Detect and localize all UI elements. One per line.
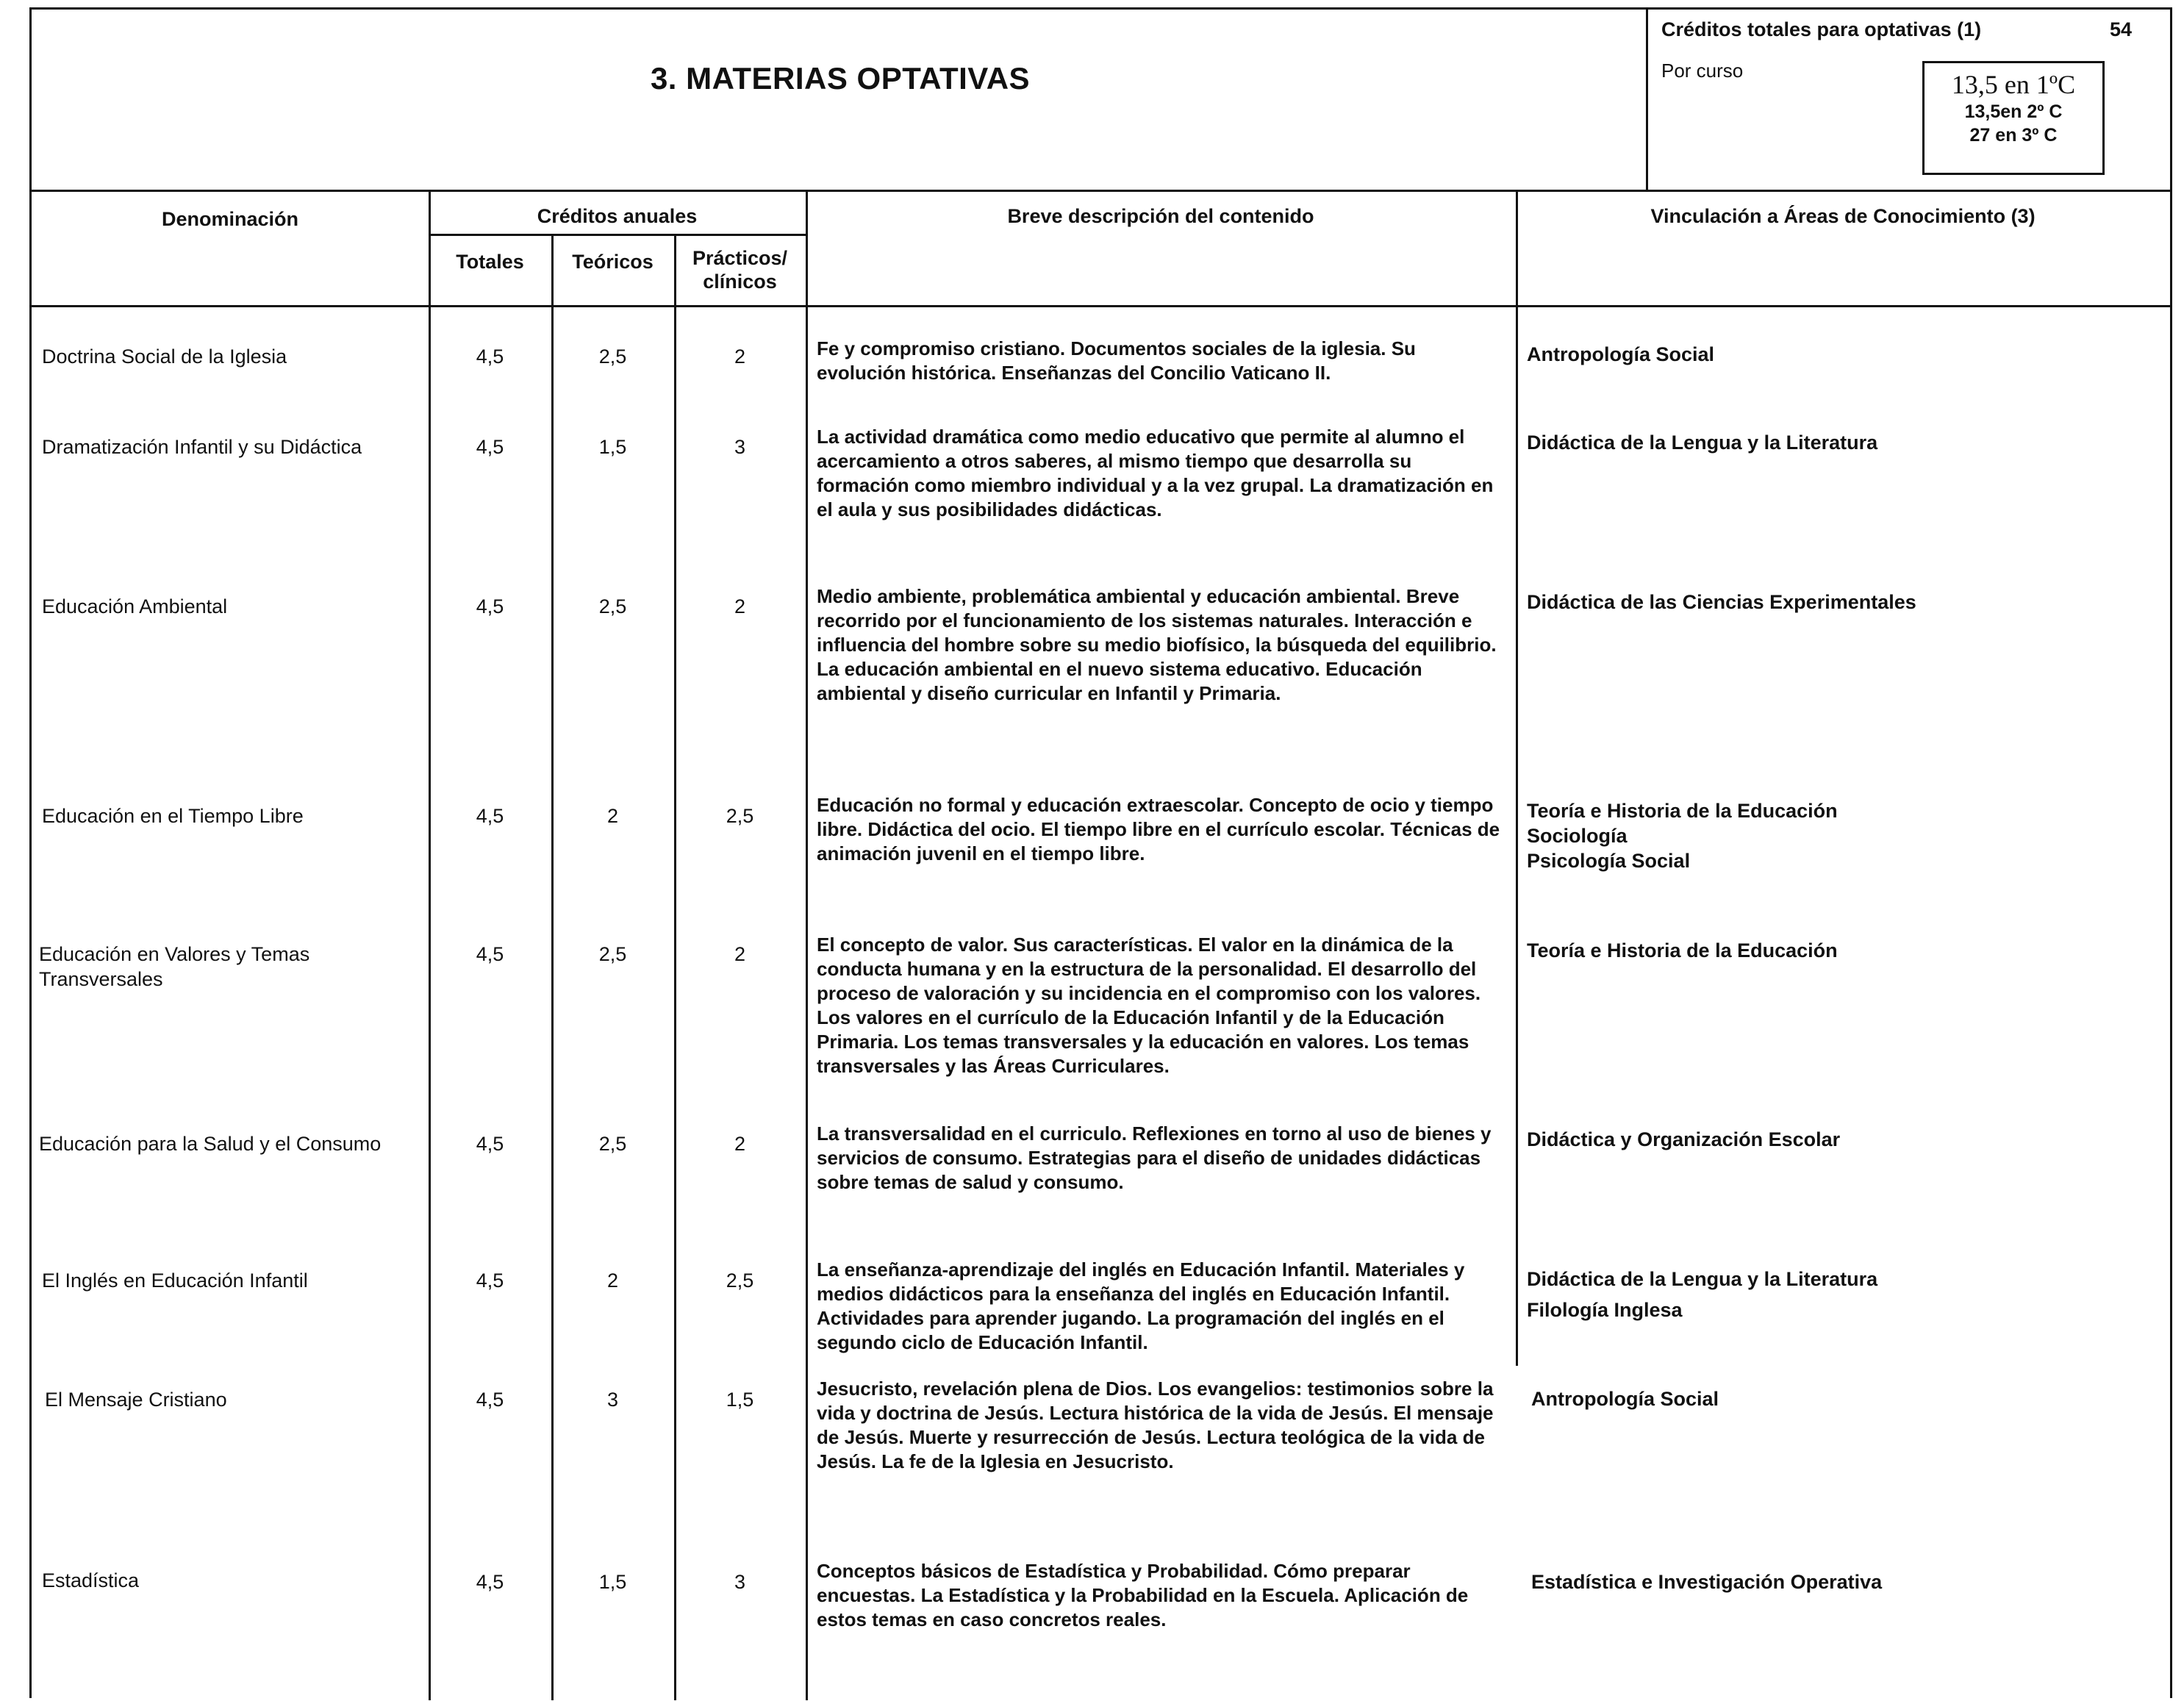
- row-denominacion: Estadística: [42, 1569, 140, 1591]
- row-totales: 4,5: [476, 1571, 504, 1593]
- curso-2: 13,5en 2º C: [1964, 101, 2063, 122]
- row-teoricos: 2,5: [598, 1133, 627, 1155]
- credits-total: 54: [2109, 18, 2132, 40]
- row-areas: [1527, 938, 2159, 963]
- row-areas: [1531, 1569, 2163, 1594]
- area-item: Filología Inglesa: [1527, 1299, 1683, 1321]
- row-areas: [1527, 590, 2159, 615]
- row-totales: 4,5: [476, 595, 504, 617]
- row-denominacion: Educación en Valores y Temas Transversales: [39, 943, 310, 990]
- row-practicos: 1,5: [726, 1389, 754, 1411]
- area-item: Teoría e Historia de la Educación: [1527, 800, 1838, 822]
- row-totales: 4,5: [476, 1133, 504, 1155]
- row-practicos: 3: [734, 1571, 746, 1593]
- por-curso-label: Por curso: [1661, 60, 1744, 82]
- row-practicos: 2: [734, 595, 746, 617]
- row-description: Jesucristo, revelación plena de Dios. Los evangelios: testimonios sobre la vida y doctrina de Jesús. Lectura histórica de la vida de Jesús. El mensaje de Jesús. Muerte y resurrección de Jesús. Lectura teológica de la vida de Jesús. La fe de la Iglesia en Jesucristo.: [817, 1378, 1494, 1472]
- area-item: Estadística e Investigación Operativa: [1531, 1571, 1883, 1593]
- credits-summary-box: [1646, 10, 2170, 190]
- row-description: El concepto de valor. Sus características. El valor en la dinámica de la conducta humana y en la estructura de la personalidad. El desarrollo del proceso de valoración y su incidencia en el compromiso con los valores. Los valores en el currículo de la Educación Infantil y de la Educación Primaria. Los temas transversales y la educación en valores. Los temas transversales y las Áreas Curriculares.: [817, 934, 1481, 1077]
- area-item: Didáctica de la Lengua y la Literatura: [1527, 431, 1878, 454]
- row-areas: [1527, 342, 2159, 367]
- header-divider: [429, 234, 806, 236]
- row-teoricos: 2: [606, 1270, 619, 1292]
- row-description: La actividad dramática como medio educativo que permite al alumno el acercamiento a otros saberes, al mismo tiempo que desarrolla su formación como miembro individual y a la vez grupal. La dramatización en el aula y sus posibilidades didácticas.: [817, 426, 1494, 520]
- column-teoricos: Teóricos: [572, 251, 654, 273]
- row-teoricos: 1,5: [598, 1571, 627, 1593]
- column-totales: Totales: [456, 251, 524, 273]
- credits-label: Créditos totales para optativas (1): [1661, 18, 1982, 40]
- row-practicos: 2: [734, 345, 746, 368]
- row-areas: [1531, 1386, 2163, 1411]
- area-item: Didáctica y Organización Escolar: [1527, 1128, 1841, 1150]
- column-creditos-anuales: Créditos anuales: [537, 205, 698, 227]
- page-title: 3. MATERIAS OPTATIVAS: [650, 61, 1031, 96]
- row-teoricos: 2,5: [598, 595, 627, 617]
- area-item: Antropología Social: [1531, 1388, 1719, 1410]
- row-totales: 4,5: [476, 1270, 504, 1292]
- area-item: Antropología Social: [1527, 343, 1715, 365]
- row-denominacion: Educación para la Salud y el Consumo: [39, 1133, 382, 1155]
- row-areas: [1527, 1264, 2159, 1325]
- row-totales: 4,5: [476, 436, 504, 458]
- column-divider: [1516, 190, 1518, 1366]
- row-areas: [1527, 798, 2159, 873]
- row-denominacion: Educación Ambiental: [42, 595, 228, 617]
- area-item: Didáctica de la Lengua y la Literatura: [1527, 1268, 1878, 1290]
- row-description: Fe y compromiso cristiano. Documentos sociales de la iglesia. Su evolución histórica. Enseñanzas del Concilio Vaticano II.: [817, 337, 1416, 384]
- row-practicos: 2,5: [726, 1270, 754, 1292]
- row-totales: 4,5: [476, 805, 504, 827]
- column-descripcion: Breve descripción del contenido: [1007, 205, 1314, 227]
- row-description: Educación no formal y educación extraescolar. Concepto de ocio y tiempo libre. Didáctica del ocio. El tiempo libre en el currículo escolar. Técnicas de animación juvenil en el tiempo libre.: [817, 794, 1500, 864]
- column-divider: [806, 190, 808, 1700]
- row-description: La transversalidad en el curriculo. Reflexiones en torno al uso de bienes y servicios de consumo. Estrategias para el diseño de unidades didácticas sobre temas de salud y consumo.: [817, 1122, 1492, 1193]
- optativas-document: [29, 7, 2172, 1698]
- row-practicos: 3: [734, 436, 746, 458]
- row-denominacion: El Inglés en Educación Infantil: [42, 1270, 308, 1292]
- row-practicos: 2,5: [726, 805, 754, 827]
- area-item: Psicología Social: [1527, 850, 1691, 872]
- row-teoricos: 1,5: [598, 436, 627, 458]
- column-vinculacion: Vinculación a Áreas de Conocimiento (3): [1650, 205, 2036, 227]
- row-totales: 4,5: [476, 345, 504, 368]
- row-denominacion: El Mensaje Cristiano: [45, 1389, 227, 1411]
- curso-1: 13,5 en 1ºC: [1951, 70, 2076, 99]
- area-item: Teoría e Historia de la Educación: [1527, 939, 1838, 961]
- row-teoricos: 2: [606, 805, 619, 827]
- curso-3: 27 en 3º C: [1969, 125, 2058, 146]
- row-practicos: 2: [734, 943, 746, 965]
- row-totales: 4,5: [476, 943, 504, 965]
- row-description: Medio ambiente, problemática ambiental y educación ambiental. Breve recorrido por el funcionamiento de los sistemas naturales. Interacción e influencia del hombre sobre su medio biofísico, la búsqueda del equilibrio. La educación ambiental en el nuevo sistema educativo. Educación ambiental y diseño curricular en Infantil y Primaria.: [817, 585, 1497, 704]
- row-denominacion: Dramatización Infantil y su Didáctica: [42, 436, 362, 458]
- row-teoricos: 2,5: [598, 345, 627, 368]
- column-practicos: Prácticos/ clínicos: [692, 247, 788, 293]
- row-denominacion: Doctrina Social de la Iglesia: [42, 345, 287, 368]
- row-teoricos: 3: [606, 1389, 619, 1411]
- column-denominacion: Denominación: [161, 208, 299, 230]
- document-header: [32, 10, 2170, 192]
- row-teoricos: 2,5: [598, 943, 627, 965]
- por-curso-box: [1922, 61, 2105, 175]
- area-item: Sociología: [1527, 825, 1628, 847]
- row-totales: 4,5: [476, 1389, 504, 1411]
- row-denominacion: Educación en el Tiempo Libre: [42, 805, 304, 827]
- row-description: La enseñanza-aprendizaje del inglés en Educación Infantil. Materiales y medios didácticos para la enseñanza del inglés en Educación Infantil. Actividades para aprender jugando. La programación del inglés en el segundo ciclo de Educación Infantil.: [817, 1258, 1465, 1353]
- row-practicos: 2: [734, 1133, 746, 1155]
- row-areas: [1527, 430, 2159, 455]
- row-areas: [1527, 1127, 2159, 1152]
- area-item: Didáctica de las Ciencias Experimentales: [1527, 591, 1916, 613]
- row-description: Conceptos básicos de Estadística y Probabilidad. Cómo preparar encuestas. La Estadística y la Probabilidad en la Escuela. Aplicación de estos temas en caso concretos reales.: [817, 1560, 1469, 1630]
